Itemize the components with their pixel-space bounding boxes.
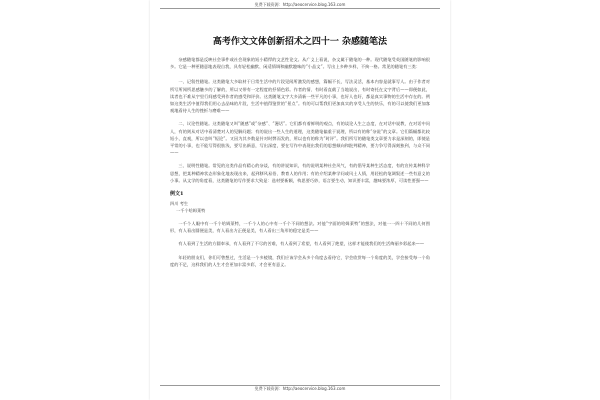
example-title: 一千个哈姆莱特: [176, 208, 206, 214]
document-content: [170, 20, 430, 382]
paragraph-expository-essay: 三、说明性随笔。常见的这类作品有精心的杂谈，有的讲说知识，有的说明某种社会风气，有的倡导某种生活态度，有的宣传某种科学思想，把某种精神状态形象化地表现出来，起到移风易俗、教育人的作用；有的介绍某种学问或风土人情，用轻松的笔调叙述一些有意义的小事。从文学的角度看，这类随笔的写作要求大致是：选材要新颖，构思要巧妙，语言要生动，知识要丰富，趣味要浓厚，可读性要强——: [170, 163, 430, 183]
example-paragraph-3: 年轻的朋友们，你们可曾想过，生活是一个多棱镜，我们应该学会从多个角度去看待它，学会欣赏每一个角度的美，学会接受每一个角度的不足，这样我们的人生才会更加丰富多彩，才会更有意义。: [170, 254, 430, 267]
example-label: 例文1: [170, 191, 184, 198]
paragraph-narrative-essay: 一、记叙性随笔。这类随笔大多取材于日常生活中的片段见闻所激发的感想，篇幅不长，写法灵活，基本内容是就事写人。由于作者对所写所闻所思感触多的了解的，所以又带有一定程度的抒情色彩。作者的情、有时看直截了当地说出，有时寄托在文字背后——即便如此，读者也不难从字里行间感受到作者的感受和评价。这类随笔文字大多清新一些平凡的小事，也好人也好，都是真实事物的生活中存在的。例如这类生活中值得我们用心去品味的片段，生活中值得鉴赏的“景点”。有的可以帮我们更加真实的享受人生的快乐，有的可以使我们更加客观地看待人生的挫折与磨难——: [170, 79, 430, 114]
intro-paragraph: 杂感随笔都是反映社会事件或社会现象的短小精悍的文艺性论文。从广义上看说，杂文属于随笔的一种。现代随笔受英国随笔的影响很多。它是一种更随意地表现自我，具有轻松幽默、闲适情调和幽默趣味的“小品文”。写出上多种多样，不拘一格。常见的随笔有三类：: [170, 57, 430, 70]
example-paragraph-2: 有人看到了生活的方圆奉承，有人看到了不尽的苦难，有人看到了希望，有人看到了绝望，这样才能使我们的生活绚丽多彩起来——: [178, 241, 425, 247]
example-source: 四川 考生: [170, 201, 189, 207]
example-paragraph-1: 一千个人眼中有一千个哈姆莱特，一千个人的心中有一千个不同的想法。对他“字面的哈姆莱特”的想法，对他一一四十不同的几何图形，有人看出圆便是美，有人看出方正便是美，有人看出三角形的稳定是美——: [170, 221, 430, 234]
document-title: 高考作文文体创新招术之四十一 杂感随笔法: [212, 37, 388, 47]
header-rule: [160, 8, 440, 9]
running-header: 免费下载资源：http://aeocervice.blog.163.com: [254, 2, 346, 7]
running-footer: 免费下载资源：http://aeocervice.blog.163.com: [254, 386, 346, 391]
paragraph-argumentative-essay: 二、议论性随笔。这类随笔又叫“随感”或“杂感”、“漫话”。它们都有着鲜明的观点，有的谈论人生之态度，在对话中说教，在对话中问人，有的则从对话中看清楚对人的见解问题；有的说出一些人生的道理，这类随笔偏重于说理，所以有的称“杂说”的文章。它们篇幅都比较短小，直观，所以也叫“短论”。又因为其多数是针对时弊而发的，所以也有的称为“时评”。我们所写的随笔类文章要力求是深刻的，即使是平常的小事，也不能写得很肤浅，要写出新意，写出深度，要在写作中表现出我们的思想倾向和批判精神，要力争写得深刻独到，与众不同——: [170, 121, 430, 156]
document-page: [150, 0, 450, 400]
